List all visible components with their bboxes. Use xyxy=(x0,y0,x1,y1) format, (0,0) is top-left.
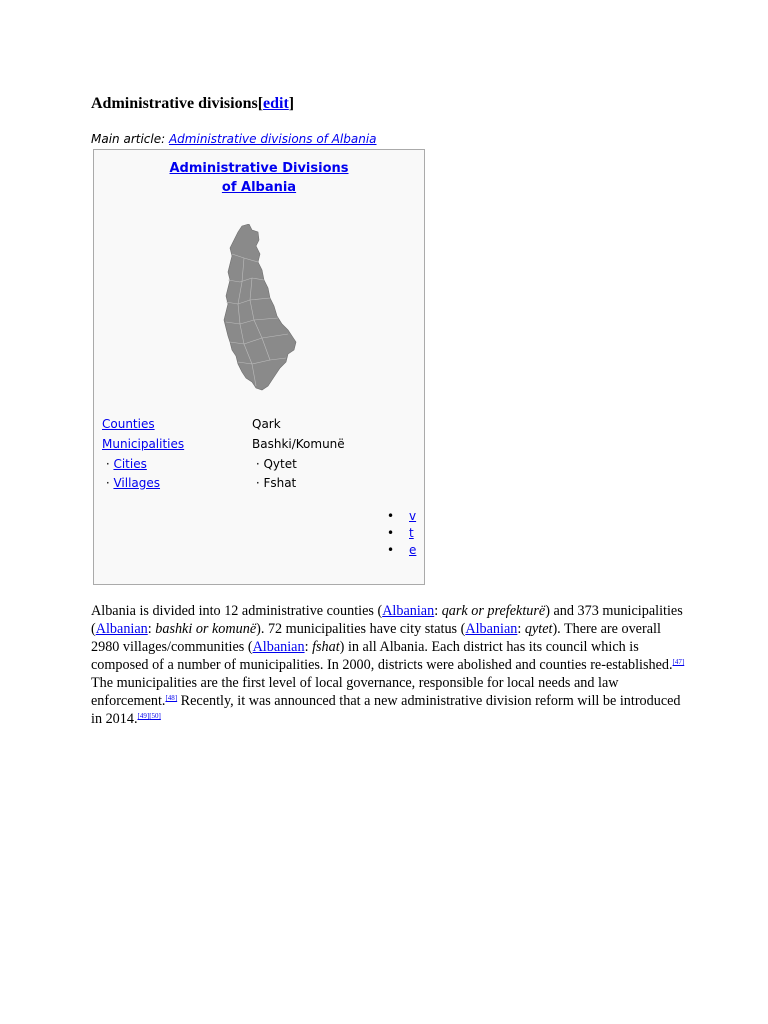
text: Albania is divided into 12 administrative counties ( xyxy=(91,603,383,619)
navbar-edit xyxy=(387,542,416,558)
cities-value: · Qytet xyxy=(252,457,297,471)
municipalities-link[interactable]: Municipalities xyxy=(102,437,185,451)
text: The municipalities are the first level of local governance, responsible for local needs and law enforcement. xyxy=(91,675,619,709)
term-qark: qark or prefekturë xyxy=(441,603,546,619)
infobox-row-municipalities xyxy=(102,436,184,452)
villages-value: · Fshat xyxy=(252,476,297,490)
cities-link[interactable]: Cities xyxy=(113,457,147,471)
text: : xyxy=(434,603,442,619)
infobox-title xyxy=(94,159,424,197)
citation-link[interactable]: [50] xyxy=(149,712,161,720)
term-qytet: qytet xyxy=(524,621,553,637)
counties-link[interactable]: Counties xyxy=(102,417,155,431)
infobox-title-line1: Administrative Divisions xyxy=(169,161,349,176)
citation-link[interactable]: [48] xyxy=(165,694,178,702)
text: ). 72 municipalities have city status ( xyxy=(256,621,466,637)
edit-link[interactable]: edit xyxy=(263,95,289,112)
albanian-link[interactable]: Albanian xyxy=(95,621,148,637)
infobox-row-villages xyxy=(102,475,160,491)
albanian-link[interactable]: Albanian xyxy=(252,639,305,655)
bullet: • xyxy=(387,543,395,557)
row-prefix: · xyxy=(102,476,114,490)
citation-link[interactable]: [49] xyxy=(137,712,150,720)
talk-template-link[interactable]: t xyxy=(409,526,414,540)
row-prefix: · xyxy=(102,457,114,471)
bracket-close: ] xyxy=(288,95,295,112)
infobox-title-link[interactable] xyxy=(170,161,349,195)
main-article-prefix: Main article: xyxy=(91,132,169,146)
bullet: • xyxy=(387,509,395,523)
term-bashki: bashki or komunë xyxy=(155,621,257,637)
section-heading xyxy=(91,94,294,114)
main-article-link[interactable]: Administrative divisions of Albania xyxy=(168,132,377,146)
navbar-talk xyxy=(387,525,414,541)
albania-map-icon[interactable] xyxy=(222,224,300,394)
villages-link[interactable]: Villages xyxy=(113,476,161,490)
text: ) in all Albania. Each district has its council which is composed of a number of municipalities. In 2000, districts were abolished and counties re-established. xyxy=(91,639,673,673)
text: : xyxy=(304,639,313,655)
infobox-row-cities xyxy=(102,456,147,472)
navbar-view xyxy=(387,508,416,524)
counties-value: Qark xyxy=(252,417,281,431)
municipalities-value: Bashki/Komunë xyxy=(252,437,345,451)
albanian-link[interactable]: Albanian xyxy=(465,621,518,637)
view-template-link[interactable]: v xyxy=(409,509,417,523)
term-fshat: fshat xyxy=(312,639,340,655)
text: : xyxy=(147,621,156,637)
text: : xyxy=(517,621,525,637)
bracket-open: [ xyxy=(257,95,264,112)
bullet: • xyxy=(387,526,395,540)
text: ) and 373 municipalities ( xyxy=(91,603,683,637)
section-title: Administrative divisions xyxy=(91,95,258,112)
infobox-row-counties xyxy=(102,416,155,432)
body-paragraph xyxy=(91,602,687,728)
infobox xyxy=(93,149,425,585)
text: Recently, it was announced that a new administrative division reform will be introduced in 2014. xyxy=(91,693,681,727)
text: ). There are overall 2980 villages/communities ( xyxy=(91,621,661,655)
albanian-link[interactable]: Albanian xyxy=(382,603,435,619)
citation-link[interactable]: [47] xyxy=(672,658,685,666)
infobox-title-line2: of Albania xyxy=(221,180,297,195)
edit-template-link[interactable]: e xyxy=(409,543,417,557)
main-article-note xyxy=(91,131,377,147)
